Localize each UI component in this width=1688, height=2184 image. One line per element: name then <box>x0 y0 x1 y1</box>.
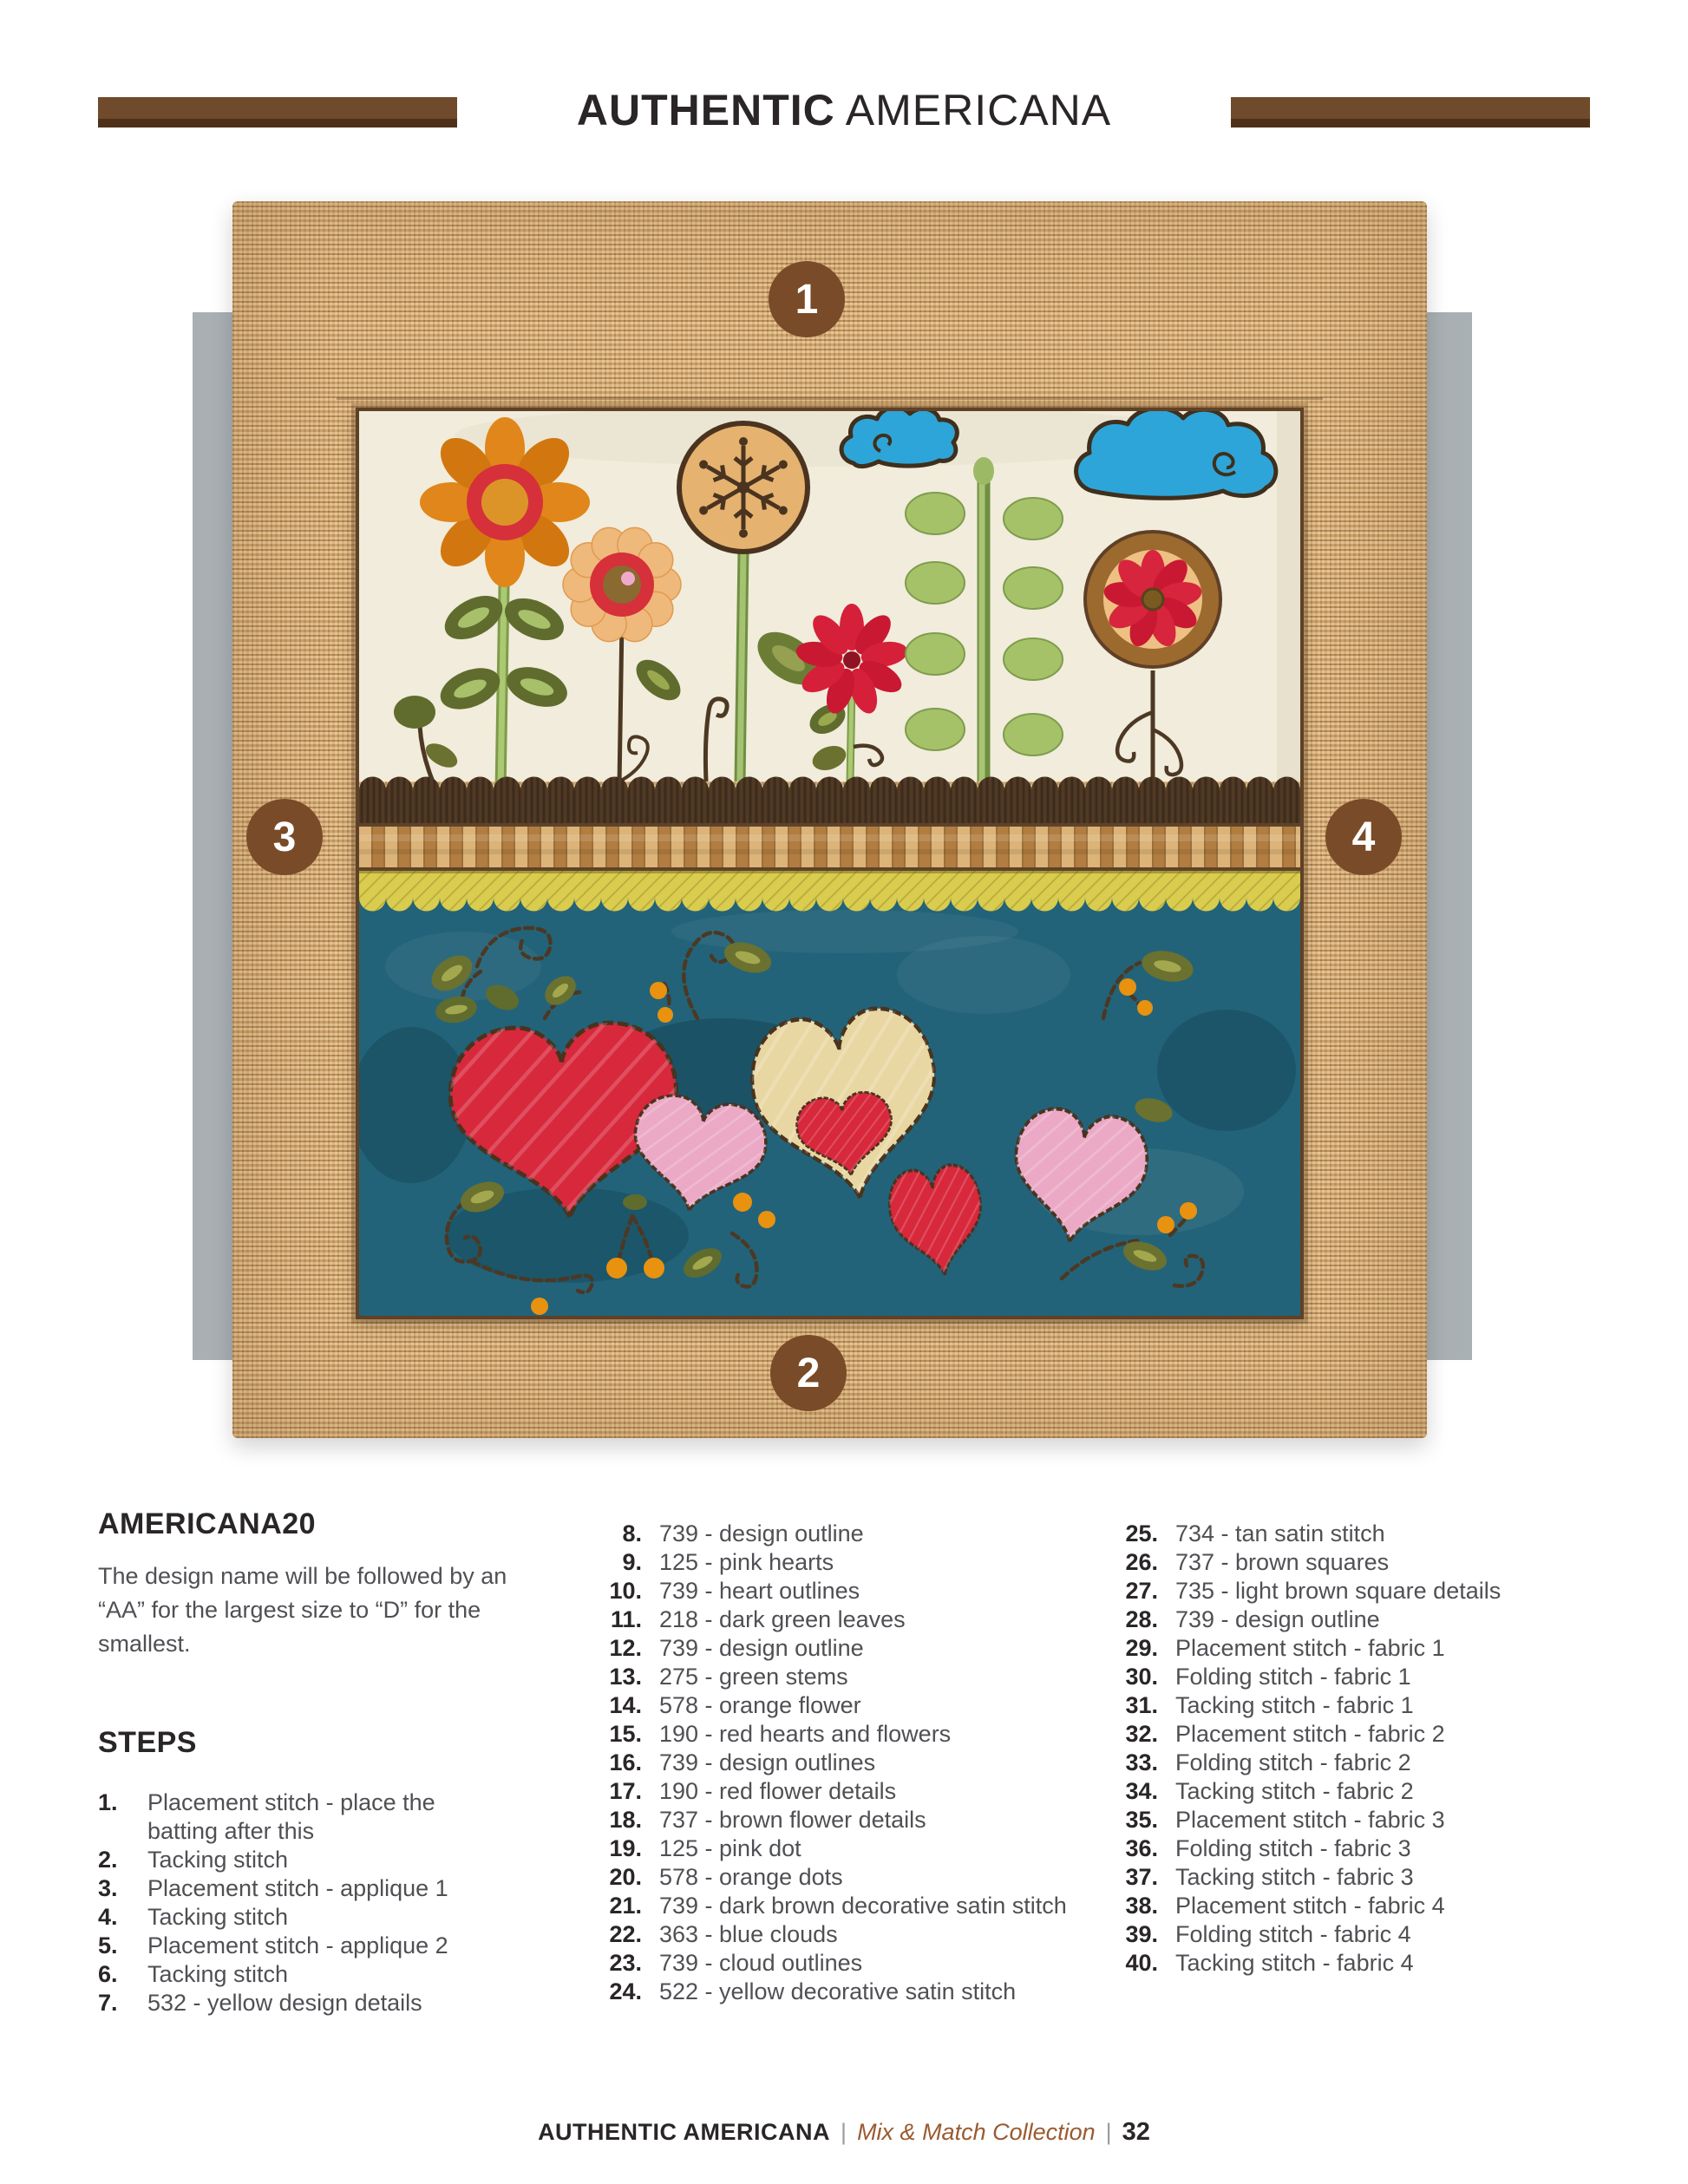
header-rule-right <box>1231 97 1590 128</box>
step-text: 737 - brown squares <box>1175 1549 1390 1575</box>
step-number: 14. <box>609 1692 642 1718</box>
step-item <box>98 1788 506 1846</box>
step-item <box>597 1749 1081 1777</box>
gold-ribbon-band <box>359 823 1300 871</box>
step-text: 578 - orange flower <box>659 1692 861 1718</box>
step-text: 739 - dark brown decorative satin stitch <box>659 1893 1067 1919</box>
step-text: Folding stitch - fabric 2 <box>1175 1749 1411 1775</box>
step-text: 218 - dark green leaves <box>659 1606 906 1632</box>
step-text: 275 - green stems <box>659 1664 848 1690</box>
step-text: 739 - cloud outlines <box>659 1950 863 1976</box>
step-text: Placement stitch - place the batting after this <box>147 1789 435 1844</box>
step-item <box>98 1903 506 1932</box>
step-number: 13. <box>609 1664 642 1690</box>
step-item <box>98 1960 506 1989</box>
step-text: Placement stitch - fabric 1 <box>1175 1635 1445 1661</box>
step-item <box>1113 1863 1651 1892</box>
page-title-bold: AUTHENTIC <box>576 86 835 134</box>
step-item <box>597 1978 1081 2006</box>
step-number: 23. <box>609 1950 642 1976</box>
step-text: 739 - design outlines <box>659 1749 876 1775</box>
step-number: 9. <box>622 1549 642 1575</box>
step-text: Tacking stitch - fabric 1 <box>1175 1692 1414 1718</box>
step-item <box>597 1720 1081 1749</box>
page-footer <box>0 2118 1688 2147</box>
step-item <box>1113 1920 1651 1949</box>
footer-brand: AUTHENTIC AMERICANA <box>538 2119 831 2145</box>
step-number: 21. <box>609 1893 642 1919</box>
step-item <box>1113 1634 1651 1663</box>
figure-marker-1: 1 <box>769 261 845 337</box>
step-text: 739 - design outline <box>659 1635 864 1661</box>
footer-page-number: 32 <box>1122 2118 1150 2146</box>
step-text: Tacking stitch - fabric 4 <box>1175 1950 1414 1976</box>
step-number: 38. <box>1125 1893 1158 1919</box>
step-text: Folding stitch - fabric 1 <box>1175 1664 1411 1690</box>
step-number: 25. <box>1125 1520 1158 1546</box>
footer-separator: | <box>1105 2119 1112 2145</box>
step-number: 31. <box>1125 1692 1158 1718</box>
step-item <box>597 1577 1081 1605</box>
step-item <box>98 1846 506 1874</box>
step-item <box>597 1920 1081 1949</box>
step-text: Placement stitch - fabric 3 <box>1175 1807 1445 1833</box>
step-number: 8. <box>622 1520 642 1546</box>
step-number: 10. <box>609 1578 642 1604</box>
step-item <box>597 1863 1081 1892</box>
step-number: 4. <box>98 1904 118 1930</box>
step-text: Tacking stitch - fabric 2 <box>1175 1778 1414 1804</box>
step-number: 24. <box>609 1978 642 2004</box>
step-number: 19. <box>609 1835 642 1861</box>
step-number: 6. <box>98 1961 118 1987</box>
step-number: 28. <box>1125 1606 1158 1632</box>
step-number: 34. <box>1125 1778 1158 1804</box>
step-number: 40. <box>1125 1950 1158 1976</box>
step-text: Tacking stitch - fabric 3 <box>1175 1864 1414 1890</box>
step-item <box>597 1691 1081 1720</box>
steps-column-2 <box>597 1520 1081 2006</box>
steps-column-3 <box>1113 1520 1651 1978</box>
step-item <box>597 1834 1081 1863</box>
step-text: 125 - pink dot <box>659 1835 801 1861</box>
burlap-seam <box>337 397 1323 400</box>
step-text: 735 - light brown square details <box>1175 1578 1502 1604</box>
step-number: 3. <box>98 1875 118 1901</box>
step-text: Tacking stitch <box>147 1904 289 1930</box>
steps-column-1 <box>98 1788 506 2017</box>
step-number: 37. <box>1125 1864 1158 1890</box>
step-text: 190 - red hearts and flowers <box>659 1721 952 1747</box>
figure-marker-2: 2 <box>770 1335 847 1411</box>
step-item <box>98 1932 506 1960</box>
yellow-scallop-band <box>359 871 1300 912</box>
step-item <box>597 1892 1081 1920</box>
step-number: 2. <box>98 1847 118 1873</box>
step-item <box>1113 1691 1651 1720</box>
step-item <box>597 1520 1081 1548</box>
step-item <box>1113 1577 1651 1605</box>
step-text: 739 - design outline <box>1175 1606 1380 1632</box>
step-text: 190 - red flower details <box>659 1778 897 1804</box>
footer-collection: Mix & Match Collection <box>857 2119 1096 2145</box>
step-text: 363 - blue clouds <box>659 1921 838 1947</box>
step-text: Folding stitch - fabric 3 <box>1175 1835 1411 1861</box>
design-name-heading: AMERICANA20 <box>98 1507 317 1540</box>
burlap-frame <box>232 201 1427 1438</box>
step-item <box>1113 1777 1651 1806</box>
steps-heading: STEPS <box>98 1726 197 1759</box>
step-item <box>597 1663 1081 1691</box>
cloud-large-icon <box>1076 411 1276 498</box>
step-text: Placement stitch - fabric 4 <box>1175 1893 1445 1919</box>
figure-marker-3: 3 <box>246 799 323 875</box>
step-item <box>1113 1749 1651 1777</box>
step-item <box>1113 1720 1651 1749</box>
step-text: Placement stitch - applique 1 <box>147 1875 448 1901</box>
page-title-light: AMERICANA <box>845 86 1112 134</box>
step-item <box>1113 1548 1651 1577</box>
step-item <box>1113 1806 1651 1834</box>
step-item <box>1113 1520 1651 1548</box>
step-text: Folding stitch - fabric 4 <box>1175 1921 1411 1947</box>
embroidery-panel <box>356 408 1304 1319</box>
step-item <box>1113 1663 1651 1691</box>
step-item <box>597 1949 1081 1978</box>
footer-separator: | <box>841 2119 847 2145</box>
embroidery-figure <box>0 199 1688 1440</box>
step-text: Placement stitch - fabric 2 <box>1175 1721 1445 1747</box>
embroidery-artwork <box>359 411 1300 1316</box>
step-number: 7. <box>98 1990 118 2016</box>
step-number: 11. <box>610 1606 642 1632</box>
step-number: 18. <box>609 1807 642 1833</box>
step-item <box>98 1989 506 2017</box>
step-item <box>597 1605 1081 1634</box>
step-number: 20. <box>609 1864 642 1890</box>
step-number: 33. <box>1125 1749 1158 1775</box>
step-item <box>597 1777 1081 1806</box>
step-text: Placement stitch - applique 2 <box>147 1932 448 1958</box>
step-text: 737 - brown flower details <box>659 1807 926 1833</box>
step-item <box>597 1548 1081 1577</box>
brown-fringe-band <box>359 777 1300 824</box>
step-number: 29. <box>1125 1635 1158 1661</box>
step-number: 15. <box>609 1721 642 1747</box>
step-number: 5. <box>98 1932 118 1958</box>
step-text: 522 - yellow decorative satin stitch <box>659 1978 1017 2004</box>
step-number: 30. <box>1125 1664 1158 1690</box>
step-number: 26. <box>1125 1549 1158 1575</box>
step-number: 36. <box>1125 1835 1158 1861</box>
step-item <box>597 1806 1081 1834</box>
step-item <box>98 1874 506 1903</box>
step-item <box>597 1634 1081 1663</box>
step-item <box>1113 1949 1651 1978</box>
step-text: 734 - tan satin stitch <box>1175 1520 1385 1546</box>
step-number: 17. <box>609 1778 642 1804</box>
step-text: 578 - orange dots <box>659 1864 843 1890</box>
step-text: 125 - pink hearts <box>659 1549 834 1575</box>
step-number: 1. <box>98 1789 118 1815</box>
step-text: 739 - design outline <box>659 1520 864 1546</box>
step-item <box>1113 1892 1651 1920</box>
step-text: 532 - yellow design details <box>147 1990 422 2016</box>
step-number: 16. <box>609 1749 642 1775</box>
step-number: 27. <box>1125 1578 1158 1604</box>
step-number: 12. <box>609 1635 642 1661</box>
step-number: 39. <box>1125 1921 1158 1947</box>
step-item <box>1113 1605 1651 1634</box>
step-number: 22. <box>609 1921 642 1947</box>
step-text: 739 - heart outlines <box>659 1578 860 1604</box>
step-number: 35. <box>1125 1807 1158 1833</box>
figure-marker-4: 4 <box>1325 799 1402 875</box>
step-item <box>1113 1834 1651 1863</box>
step-number: 32. <box>1125 1721 1158 1747</box>
step-text: Tacking stitch <box>147 1961 289 1987</box>
cloud-small-icon <box>841 411 957 467</box>
step-text: Tacking stitch <box>147 1847 289 1873</box>
design-description: The design name will be followed by an “AA” for the largest size to “D” for the smallest. <box>98 1563 507 1657</box>
